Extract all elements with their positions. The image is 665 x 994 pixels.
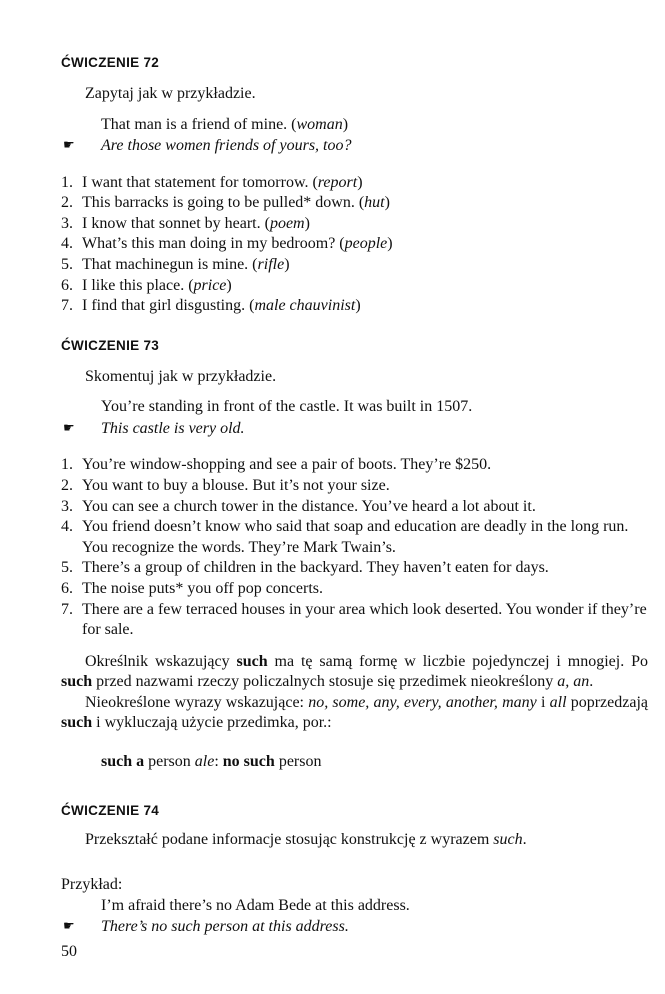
item-number: 6. — [61, 579, 73, 597]
item-number: 4. — [61, 235, 73, 253]
item-text: There are a few terraced houses in your area which look deserted. You wonder if they’re for sale. — [82, 600, 647, 639]
example-prompt: You’re standing in front of the castle. It was built in 1507. — [101, 398, 473, 416]
exercise-73-items — [61, 455, 648, 640]
page-number: 50 — [61, 943, 77, 961]
example-prompt: That man is a friend of mine. (woman) — [101, 115, 349, 133]
item-text: I know that sonnet by heart. (poem) — [82, 214, 310, 232]
item-text: That machinegun is mine. (rifle) — [82, 255, 290, 273]
list-item — [61, 579, 648, 600]
item-number: 2. — [61, 476, 73, 494]
item-number: 1. — [61, 456, 73, 474]
item-number: 2. — [61, 194, 73, 212]
item-number: 5. — [61, 559, 73, 577]
list-item — [61, 517, 648, 558]
item-number: 1. — [61, 173, 73, 191]
item-number: 7. — [61, 297, 73, 315]
item-number: 6. — [61, 276, 73, 294]
exercise-74-instruction: Przekształć podane informacje stosując konstrukcję z wyrazem such. — [85, 830, 527, 848]
exercise-72-section — [61, 55, 648, 317]
example-prompt: I’m afraid there’s no Adam Bede at this address. — [101, 897, 410, 915]
grammar-note-paragraph-2: Nieokreślone wyrazy wskazujące: no, some, any, every, another, many i all poprzedzają such i wykluczają użycie przedimka, por.: — [61, 693, 649, 732]
item-text: I find that girl disgusting. (male chauvinist) — [82, 297, 361, 315]
list-item — [61, 234, 648, 255]
grammar-note — [61, 652, 648, 734]
example-body — [61, 895, 648, 937]
exercise-73-example — [61, 396, 648, 439]
exercise-72-heading: ĆWICZENIE 72 — [61, 55, 160, 70]
item-text: I want that statement for tomorrow. (report) — [82, 173, 363, 191]
item-number: 4. — [61, 518, 73, 536]
list-item — [61, 600, 648, 641]
pointer-hand-icon: ☛ — [63, 138, 75, 154]
item-number: 3. — [61, 497, 73, 515]
list-item — [61, 255, 648, 276]
example-label: Przykład: — [61, 876, 123, 894]
example-answer — [63, 916, 648, 937]
example-answer-text: This castle is very old. — [101, 419, 245, 437]
exercise-73-section — [61, 338, 648, 641]
grammar-note-paragraph-1: Określnik wskazujący such ma tę samą formę w liczbie pojedynczej i mnogiej. Po such przed nazwami rzeczy policzalnych stosuje się przedimek nieokreślony a, an. — [61, 652, 648, 691]
item-text: The noise puts* you off pop concerts. — [82, 579, 323, 597]
example-answer — [63, 135, 648, 157]
item-number: 3. — [61, 214, 73, 232]
item-number: 7. — [61, 600, 73, 618]
list-item — [61, 455, 648, 476]
item-text: You friend doesn’t know who said that soap and education are deadly in the long run. You recognize the words. They’re Mark Twain’s. — [82, 518, 629, 556]
grammar-note-example: such a person ale: no such person — [101, 753, 322, 771]
exercise-72-instruction: Zapytaj jak w przykładzie. — [85, 85, 256, 102]
exercise-72-example — [61, 114, 648, 157]
list-item — [61, 276, 648, 297]
list-item — [61, 558, 648, 579]
exercise-73-heading: ĆWICZENIE 73 — [61, 337, 160, 353]
item-text: You’re window-shopping and see a pair of boots. They’re $250. — [82, 456, 492, 474]
example-answer-text: Are those women friends of yours, too? — [101, 137, 352, 155]
list-item — [61, 296, 648, 317]
example-answer — [63, 418, 648, 440]
list-item — [61, 476, 648, 497]
list-item — [61, 214, 648, 235]
exercise-73-instruction: Skomentuj jak w przykładzie. — [85, 367, 277, 385]
item-text: I like this place. (price) — [82, 276, 232, 294]
item-text: This barracks is going to be pulled* down. (hut) — [82, 194, 390, 212]
list-item — [61, 193, 648, 214]
exercise-74-example — [61, 874, 648, 937]
list-item — [61, 497, 648, 518]
list-item — [61, 173, 648, 194]
pointer-hand-icon: ☛ — [63, 420, 75, 436]
item-number: 5. — [61, 255, 73, 273]
item-text: You want to buy a blouse. But it’s not your size. — [82, 476, 390, 494]
item-text: There’s a group of children in the backyard. They haven’t eaten for days. — [82, 559, 549, 577]
pointer-hand-icon: ☛ — [63, 919, 75, 935]
example-answer-text: There’s no such person at this address. — [101, 918, 349, 936]
exercise-74-heading: ĆWICZENIE 74 — [61, 802, 160, 818]
exercise-74-section — [61, 803, 648, 938]
exercise-72-items — [61, 173, 648, 317]
item-text: You can see a church tower in the distance. You’ve heard a lot about it. — [82, 497, 536, 515]
item-text: What’s this man doing in my bedroom? (people) — [82, 235, 393, 253]
